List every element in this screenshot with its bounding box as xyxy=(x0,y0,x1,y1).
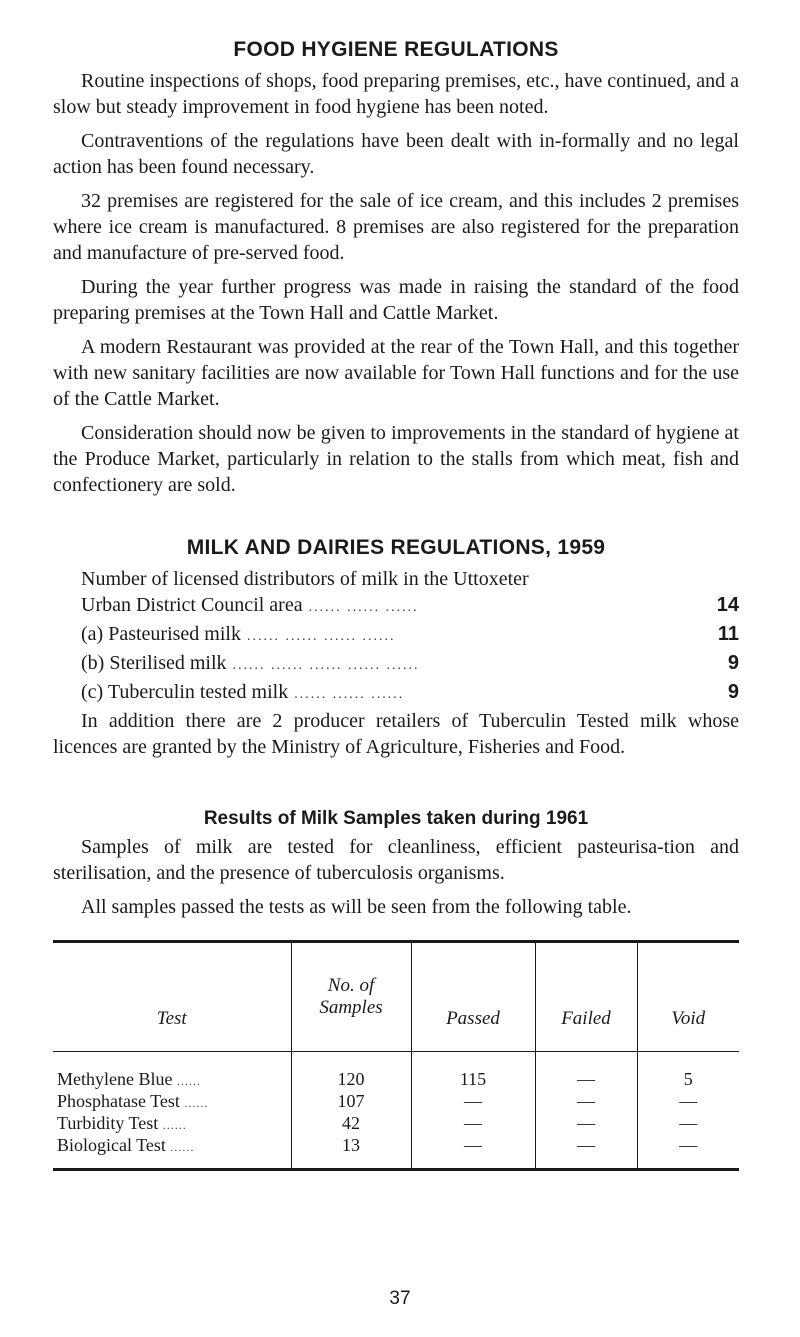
cell-passed: — xyxy=(411,1090,535,1112)
milk-item-label: (c) Tuberculin tested milk xyxy=(81,681,289,703)
food-hygiene-paragraph-1: Routine inspections of shops, food preparing premises, etc., have continued, and a slow but steady improvement in food hygiene has been noted. xyxy=(53,70,739,118)
milk-samples-paragraph-1: Samples of milk are tested for cleanliness, efficient pasteurisa-tion and sterilisation, and the presence of tuberculosis organisms. xyxy=(53,836,739,884)
table-row xyxy=(53,1134,739,1170)
cell-failed: — xyxy=(535,1134,637,1170)
milk-item-value: 9 xyxy=(727,652,739,674)
table-row xyxy=(53,1112,739,1134)
header-samples xyxy=(291,942,411,1052)
dot-leader: ...... ...... ...... ...... ...... xyxy=(232,658,420,673)
cell-passed: 115 xyxy=(411,1052,535,1091)
table-header-row xyxy=(53,942,739,1052)
header-failed: Failed xyxy=(535,942,637,1052)
header-no-of: No. of xyxy=(327,975,375,996)
cell-test: Methylene Blue ...... xyxy=(57,1068,201,1089)
milk-item-value: 9 xyxy=(727,681,739,703)
milk-producer-note: In addition there are 2 producer retailers of Tuberculin Tested milk whose licences are granted by the Ministry of Agriculture, Fisheries and Food. xyxy=(53,710,739,758)
milk-intro-line-2: Urban District Council area xyxy=(81,594,303,616)
cell-passed: — xyxy=(411,1134,535,1170)
header-passed: Passed xyxy=(411,942,535,1052)
milk-item-label: (a) Pasteurised milk xyxy=(81,623,241,645)
milk-item-row xyxy=(53,679,739,708)
cell-test: Turbidity Test ...... xyxy=(57,1112,187,1133)
table-row xyxy=(53,1052,739,1091)
milk-dairies-heading: MILK AND DAIRIES REGULATIONS, 1959 xyxy=(186,536,606,559)
document-page xyxy=(53,38,739,1171)
milk-samples-paragraph-2: All samples passed the tests as will be seen from the following table. xyxy=(81,896,632,918)
food-hygiene-paragraph-4: During the year further progress was made in raising the standard of the food preparing premises at the Town Hall and Cattle Market. xyxy=(53,276,739,324)
milk-distributors-intro xyxy=(53,566,739,592)
cell-test: Biological Test ...... xyxy=(53,1134,291,1170)
page-number: 37 xyxy=(389,1288,411,1309)
food-hygiene-heading: FOOD HYGIENE REGULATIONS xyxy=(233,38,559,61)
milk-samples-heading: Results of Milk Samples taken during 1961 xyxy=(203,808,589,829)
cell-samples: 42 xyxy=(291,1112,411,1134)
header-samples-label: Samples xyxy=(319,997,383,1018)
milk-item-row xyxy=(53,621,739,650)
milk-total-value: 14 xyxy=(716,594,739,616)
milk-total-row xyxy=(53,592,739,621)
milk-intro-line-1: Number of licensed distributors of milk in the Uttoxeter xyxy=(81,568,529,590)
food-hygiene-paragraph-3: 32 premises are registered for the sale of ice cream, and this includes 2 premises where ice cream is manufactured. 8 premises are also registered for the preparation and manufacture of pre-served food. xyxy=(53,190,739,264)
cell-samples: 107 xyxy=(291,1090,411,1112)
cell-passed: — xyxy=(411,1112,535,1134)
cell-void: 5 xyxy=(637,1052,739,1091)
milk-samples-table xyxy=(53,940,739,1171)
cell-samples: 13 xyxy=(291,1134,411,1170)
cell-failed: — xyxy=(535,1090,637,1112)
milk-item-row xyxy=(53,650,739,679)
food-hygiene-paragraph-6: Consideration should now be given to improvements in the standard of hygiene at the Produce Market, particularly in relation to the stalls from which meat, fish and confectionery are sold. xyxy=(53,422,739,496)
header-test: Test xyxy=(53,942,291,1052)
cell-void: — xyxy=(637,1090,739,1112)
dot-leader: ...... ...... ...... ...... xyxy=(246,629,396,644)
milk-item-label: (b) Sterilised milk xyxy=(81,652,227,674)
food-hygiene-paragraph-2: Contraventions of the regulations have been dealt with in-formally and no legal action has been found necessary. xyxy=(53,130,739,178)
dot-leader: ...... ...... ...... xyxy=(294,687,405,702)
milk-item-value: 11 xyxy=(717,623,739,645)
cell-failed: — xyxy=(535,1112,637,1134)
table-row xyxy=(53,1090,739,1112)
cell-samples: 120 xyxy=(291,1052,411,1091)
food-hygiene-paragraph-5: A modern Restaurant was provided at the rear of the Town Hall, and this together with new sanitary facilities are now available for Town Hall functions and for the use of the Cattle Market. xyxy=(53,336,739,410)
cell-void: — xyxy=(637,1112,739,1134)
cell-void: — xyxy=(637,1134,739,1170)
cell-test: Phosphatase Test ...... xyxy=(57,1090,209,1111)
header-void: Void xyxy=(637,942,739,1052)
dot-leader: ...... ...... ...... xyxy=(308,600,419,615)
cell-failed: — xyxy=(535,1052,637,1091)
